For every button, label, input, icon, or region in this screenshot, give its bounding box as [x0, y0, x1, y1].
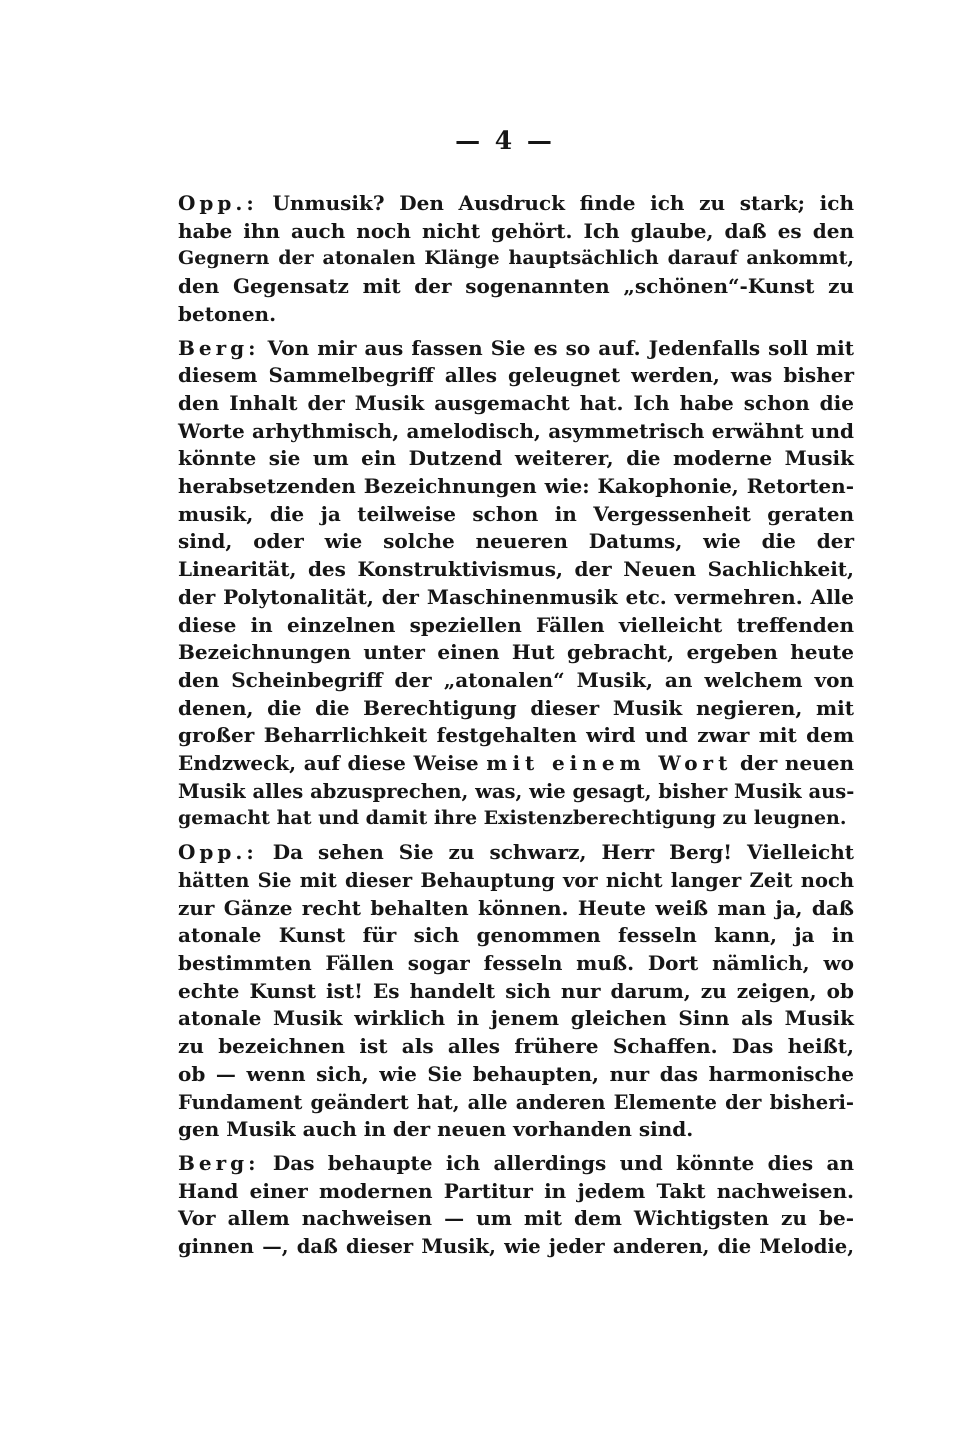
- text-line: Hand einer modernen Partitur in jedem Takt nachweisen.: [178, 1178, 854, 1203]
- text-line: Linearität, des Konstruktivismus, der Neuen Sachlichkeit,: [178, 557, 854, 582]
- text-line: musik, die ja teilweise schon in Vergessenheit geraten: [178, 501, 854, 526]
- dialogue-paragraph-berg: [178, 1150, 854, 1261]
- text-line: Musik alles abzusprechen, was, wie gesagt, bisher Musik aus-: [178, 779, 855, 803]
- text-line: den Inhalt der Musik ausgemacht hat. Ich habe schon die: [178, 390, 854, 415]
- text-line: Berg: Das behaupte ich allerdings und könnte dies an: [178, 1150, 854, 1175]
- text-line: zu bezeichnen ist als alles frühere Schaffen. Das heißt,: [178, 1034, 854, 1059]
- page-number: — 4 —: [455, 126, 555, 155]
- text-line: könnte sie um ein Dutzend weiterer, die moderne Musik: [178, 446, 854, 471]
- text-line: hätten Sie mit dieser Behauptung vor nicht langer Zeit noch: [178, 868, 854, 892]
- text-line: diese in einzelnen speziellen Fällen vielleicht treffenden: [178, 612, 854, 637]
- text-line: Opp.: Da sehen Sie zu schwarz, Herr Berg! Vielleicht: [178, 840, 854, 865]
- text-line: betonen.: [178, 301, 277, 326]
- speaker-label: Opp.:: [178, 840, 258, 865]
- text-line: Worte arhythmisch, amelodisch, asymmetrisch erwähnt und: [178, 418, 854, 443]
- text-line: Endzweck, auf diese Weise mit einem Wort der neuen: [178, 751, 854, 776]
- dialogue-paragraph-berg: [178, 335, 854, 834]
- speaker-label: Opp.:: [178, 191, 258, 215]
- speaker-label: Berg:: [178, 1150, 260, 1175]
- dialogue-paragraph-opp: [178, 839, 854, 1144]
- text-line: großer Beharrlichkeit festgehalten wird und zwar mit dem: [178, 723, 854, 748]
- text-line: Berg: Von mir aus fassen Sie es so auf. Jedenfalls soll mit: [178, 335, 854, 360]
- text-line: Gegnern der atonalen Klänge hauptsächlich darauf ankommt,: [178, 247, 854, 270]
- text-line: gemacht hat und damit ihre Existenzberechtigung zu leugnen.: [178, 807, 847, 830]
- text-line: habe ihn auch noch nicht gehört. Ich glaube, daß es den: [178, 218, 854, 243]
- dialogue-text: [178, 190, 854, 1267]
- text-line: den Scheinbegriff der „atonalen“ Musik, an welchem von: [178, 667, 854, 692]
- text-line: den Gegensatz mit der sogenannten „schönen“-Kunst zu: [178, 274, 854, 299]
- text-line: gen Musik auch in der neuen vorhanden sind.: [178, 1117, 694, 1142]
- text-line: diesem Sammelbegriff alles geleugnet werden, was bisher: [178, 363, 854, 388]
- text-line: herabsetzenden Bezeichnungen wie: Kakophonie, Retorten-: [178, 474, 854, 499]
- text-line: denen, die die Berechtigung dieser Musik negieren, mit: [178, 695, 854, 720]
- text-line: ob — wenn sich, wie Sie behaupten, nur das harmonische: [178, 1061, 854, 1086]
- text-line: atonale Musik wirklich in jenem gleichen Sinn als Musik: [178, 1006, 854, 1031]
- dialogue-paragraph-opp: [178, 190, 854, 329]
- text-line: zur Gänze recht behalten können. Heute weiß man ja, daß: [178, 895, 854, 920]
- spaced-emphasis: mit einem Wort: [486, 751, 733, 776]
- text-line: Fundament geändert hat, alle anderen Elemente der bisheri-: [178, 1090, 854, 1114]
- text-line: der Polytonalität, der Maschinenmusik etc. vermehren. Alle: [178, 584, 854, 609]
- text-line: echte Kunst ist! Es handelt sich nur darum, zu zeigen, ob: [178, 978, 854, 1003]
- text-line: Opp.: Unmusik? Den Ausdruck finde ich zu stark; ich: [178, 191, 854, 215]
- text-line: ginnen —, daß dieser Musik, wie jeder anderen, die Melodie,: [178, 1235, 854, 1259]
- text-line: Vor allem nachweisen — um mit dem Wichtigsten zu be-: [178, 1206, 854, 1231]
- text-line: sind, oder wie solche neueren Datums, wie die der: [178, 529, 854, 554]
- text-line: Bezeichnungen unter einen Hut gebracht, ergeben heute: [178, 640, 854, 665]
- text-line: bestimmten Fällen sogar fesseln muß. Dort nämlich, wo: [178, 950, 854, 975]
- speaker-label: Berg:: [178, 335, 260, 360]
- text-line: atonale Kunst für sich genommen fesseln kann, ja in: [178, 923, 854, 948]
